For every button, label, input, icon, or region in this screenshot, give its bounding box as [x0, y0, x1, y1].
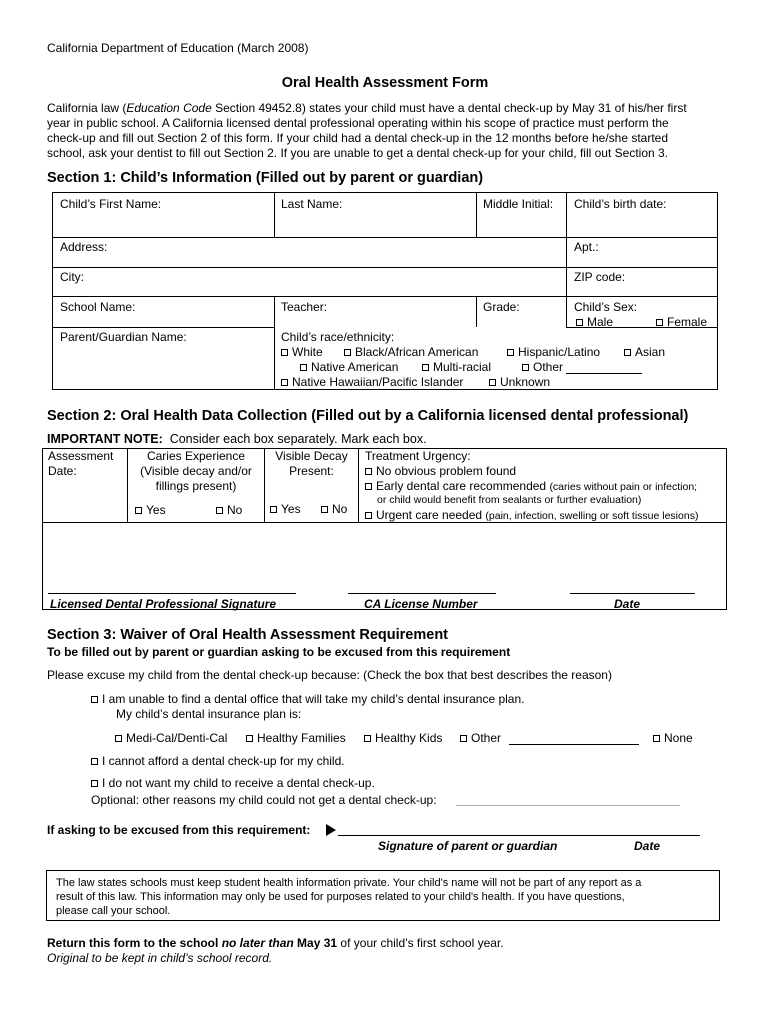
caries-no-checkbox[interactable]: No: [216, 503, 242, 517]
race-hawaiian-checkbox[interactable]: Native Hawaiian/Pacific Islander: [281, 375, 463, 389]
decay-label-1: Visible Decay: [275, 449, 348, 463]
decay-label-2: Present:: [289, 464, 334, 478]
urgency-none-checkbox[interactable]: No obvious problem found: [365, 464, 516, 478]
department-line: California Department of Education (March 2008): [47, 41, 309, 55]
guardian-signature-line[interactable]: [338, 835, 700, 836]
dental-signature-line[interactable]: [48, 593, 296, 594]
section2-heading: Section 2: Oral Health Data Collection (Filled out by a California licensed dental professional): [47, 408, 689, 424]
guardian-date-label: Date: [634, 839, 661, 853]
race-unknown-checkbox[interactable]: Unknown: [489, 375, 550, 389]
section3-heading: Section 3: Waiver of Oral Health Assessment Requirement: [47, 627, 449, 643]
race-native-american-checkbox[interactable]: Native American: [300, 360, 398, 374]
birth-date-field[interactable]: Child’s birth date:: [574, 197, 667, 211]
excused-label: If asking to be excused from this requirement:: [47, 823, 311, 837]
intro-line-2: year in public school. A California licensed dental professional operating within his scope of practice must perform the: [47, 116, 669, 130]
privacy-line-2: result of this law. This information may only be used for purposes related to your child's health. If you have questions,: [56, 891, 625, 903]
license-number-label: CA License Number: [364, 597, 478, 611]
intro-line-4: school, ask your dentist to fill out Section 2. If you are unable to get a dental check-up for your child, fill out Section 3.: [47, 146, 669, 160]
sex-male-checkbox[interactable]: Male: [576, 315, 613, 329]
insurance-plan-label: My child’s dental insurance plan is:: [116, 707, 302, 721]
last-name-field[interactable]: Last Name:: [281, 197, 343, 211]
guardian-name-field[interactable]: Parent/Guardian Name:: [60, 330, 187, 344]
teacher-field[interactable]: Teacher:: [281, 300, 328, 314]
zip-field[interactable]: ZIP code:: [574, 270, 626, 284]
apt-field[interactable]: Apt.:: [574, 240, 599, 254]
race-asian-checkbox[interactable]: Asian: [624, 345, 665, 359]
privacy-line-3: please call your school.: [56, 905, 171, 917]
race-white-checkbox[interactable]: White: [281, 345, 323, 359]
caries-label-2: (Visible decay and/or: [140, 464, 252, 478]
waiver-no-dentist-checkbox[interactable]: I am unable to find a dental office that will take my child’s dental insurance plan.: [91, 692, 524, 706]
race-label: Child’s race/ethnicity:: [281, 330, 395, 344]
urgency-urgent-checkbox[interactable]: Urgent care needed (pain, infection, swelling or soft tissue lesions): [365, 508, 698, 522]
important-note: IMPORTANT NOTE: Consider each box separately. Mark each box.: [47, 432, 427, 446]
urgency-early-note: or child would benefit from sealants or further evaluation): [377, 494, 642, 506]
caries-label-1: Caries Experience: [146, 449, 246, 463]
return-instruction: Return this form to the school no later than May 31 of your child’s first school year.: [47, 936, 504, 950]
race-hispanic-checkbox[interactable]: Hispanic/Latino: [507, 345, 600, 359]
plan-medi-cal-checkbox[interactable]: Medi-Cal/Denti-Cal: [115, 731, 227, 745]
intro-line-3: check-up and fill out Section 2 of this form. If your child had a dental check-up in the 12 months before he/she started: [47, 131, 669, 145]
privacy-line-1: The law states schools must keep student health information private. Your child's name will not be part of any report as a: [56, 877, 642, 889]
caries-yes-checkbox[interactable]: Yes: [135, 503, 166, 517]
section1-heading: Section 1: Child’s Information (Filled out by parent or guardian): [47, 170, 484, 186]
urgency-early-checkbox[interactable]: Early dental care recommended (caries without pain or infection;: [365, 479, 697, 493]
address-field[interactable]: Address:: [60, 240, 108, 254]
license-number-line[interactable]: [348, 593, 496, 594]
excuse-instruction: Please excuse my child from the dental check-up because: (Check the box that best describes the reason): [47, 668, 612, 682]
optional-reason-label: Optional: other reasons my child could not get a dental check-up:: [91, 793, 437, 807]
section3-subheading: To be filled out by parent or guardian asking to be excused from this requirement: [47, 645, 511, 659]
sex-female-checkbox[interactable]: Female: [656, 315, 707, 329]
assessment-label-1: Assessment: [48, 449, 114, 463]
plan-healthy-kids-checkbox[interactable]: Healthy Kids: [364, 731, 442, 745]
grade-field[interactable]: Grade:: [483, 300, 520, 314]
school-name-field[interactable]: School Name:: [60, 300, 136, 314]
child-sex-label: Child’s Sex:: [574, 300, 638, 314]
waiver-not-want-checkbox[interactable]: I do not want my child to receive a dental check-up.: [91, 776, 375, 790]
plan-none-checkbox[interactable]: None: [653, 731, 693, 745]
assessment-date-field[interactable]: Date:: [48, 464, 77, 478]
waiver-afford-checkbox[interactable]: I cannot afford a dental check-up for my child.: [91, 754, 345, 768]
arrow-right-icon: [325, 824, 337, 836]
guardian-signature-label: Signature of parent or guardian: [378, 839, 558, 853]
optional-reason-line[interactable]: [456, 805, 680, 806]
plan-other-line[interactable]: [509, 744, 639, 745]
page-title: Oral Health Assessment Form: [281, 75, 489, 91]
plan-healthy-families-checkbox[interactable]: Healthy Families: [246, 731, 346, 745]
race-multiracial-checkbox[interactable]: Multi-racial: [422, 360, 491, 374]
race-other-line[interactable]: [566, 373, 642, 374]
dental-signature-label: Licensed Dental Professional Signature: [50, 597, 277, 611]
decay-no-checkbox[interactable]: No: [321, 502, 347, 516]
urgency-label: Treatment Urgency:: [365, 449, 471, 463]
race-black-checkbox[interactable]: Black/African American: [344, 345, 478, 359]
plan-other-checkbox[interactable]: Other: [460, 731, 501, 745]
dental-date-line[interactable]: [570, 593, 695, 594]
race-other-checkbox[interactable]: Other: [522, 360, 563, 374]
first-name-field[interactable]: Child’s First Name:: [60, 197, 162, 211]
dental-date-label: Date: [614, 597, 641, 611]
caries-label-3: fillings present): [155, 479, 237, 493]
city-field[interactable]: City:: [60, 270, 84, 284]
decay-yes-checkbox[interactable]: Yes: [270, 502, 301, 516]
middle-initial-field[interactable]: Middle Initial:: [483, 197, 554, 211]
intro-line-1: California law (Education Code Section 49452.8) states your child must have a dental check-up by May 31 of his/her first: [47, 101, 687, 115]
original-record-note: Original to be kept in child’s school record.: [47, 951, 273, 965]
